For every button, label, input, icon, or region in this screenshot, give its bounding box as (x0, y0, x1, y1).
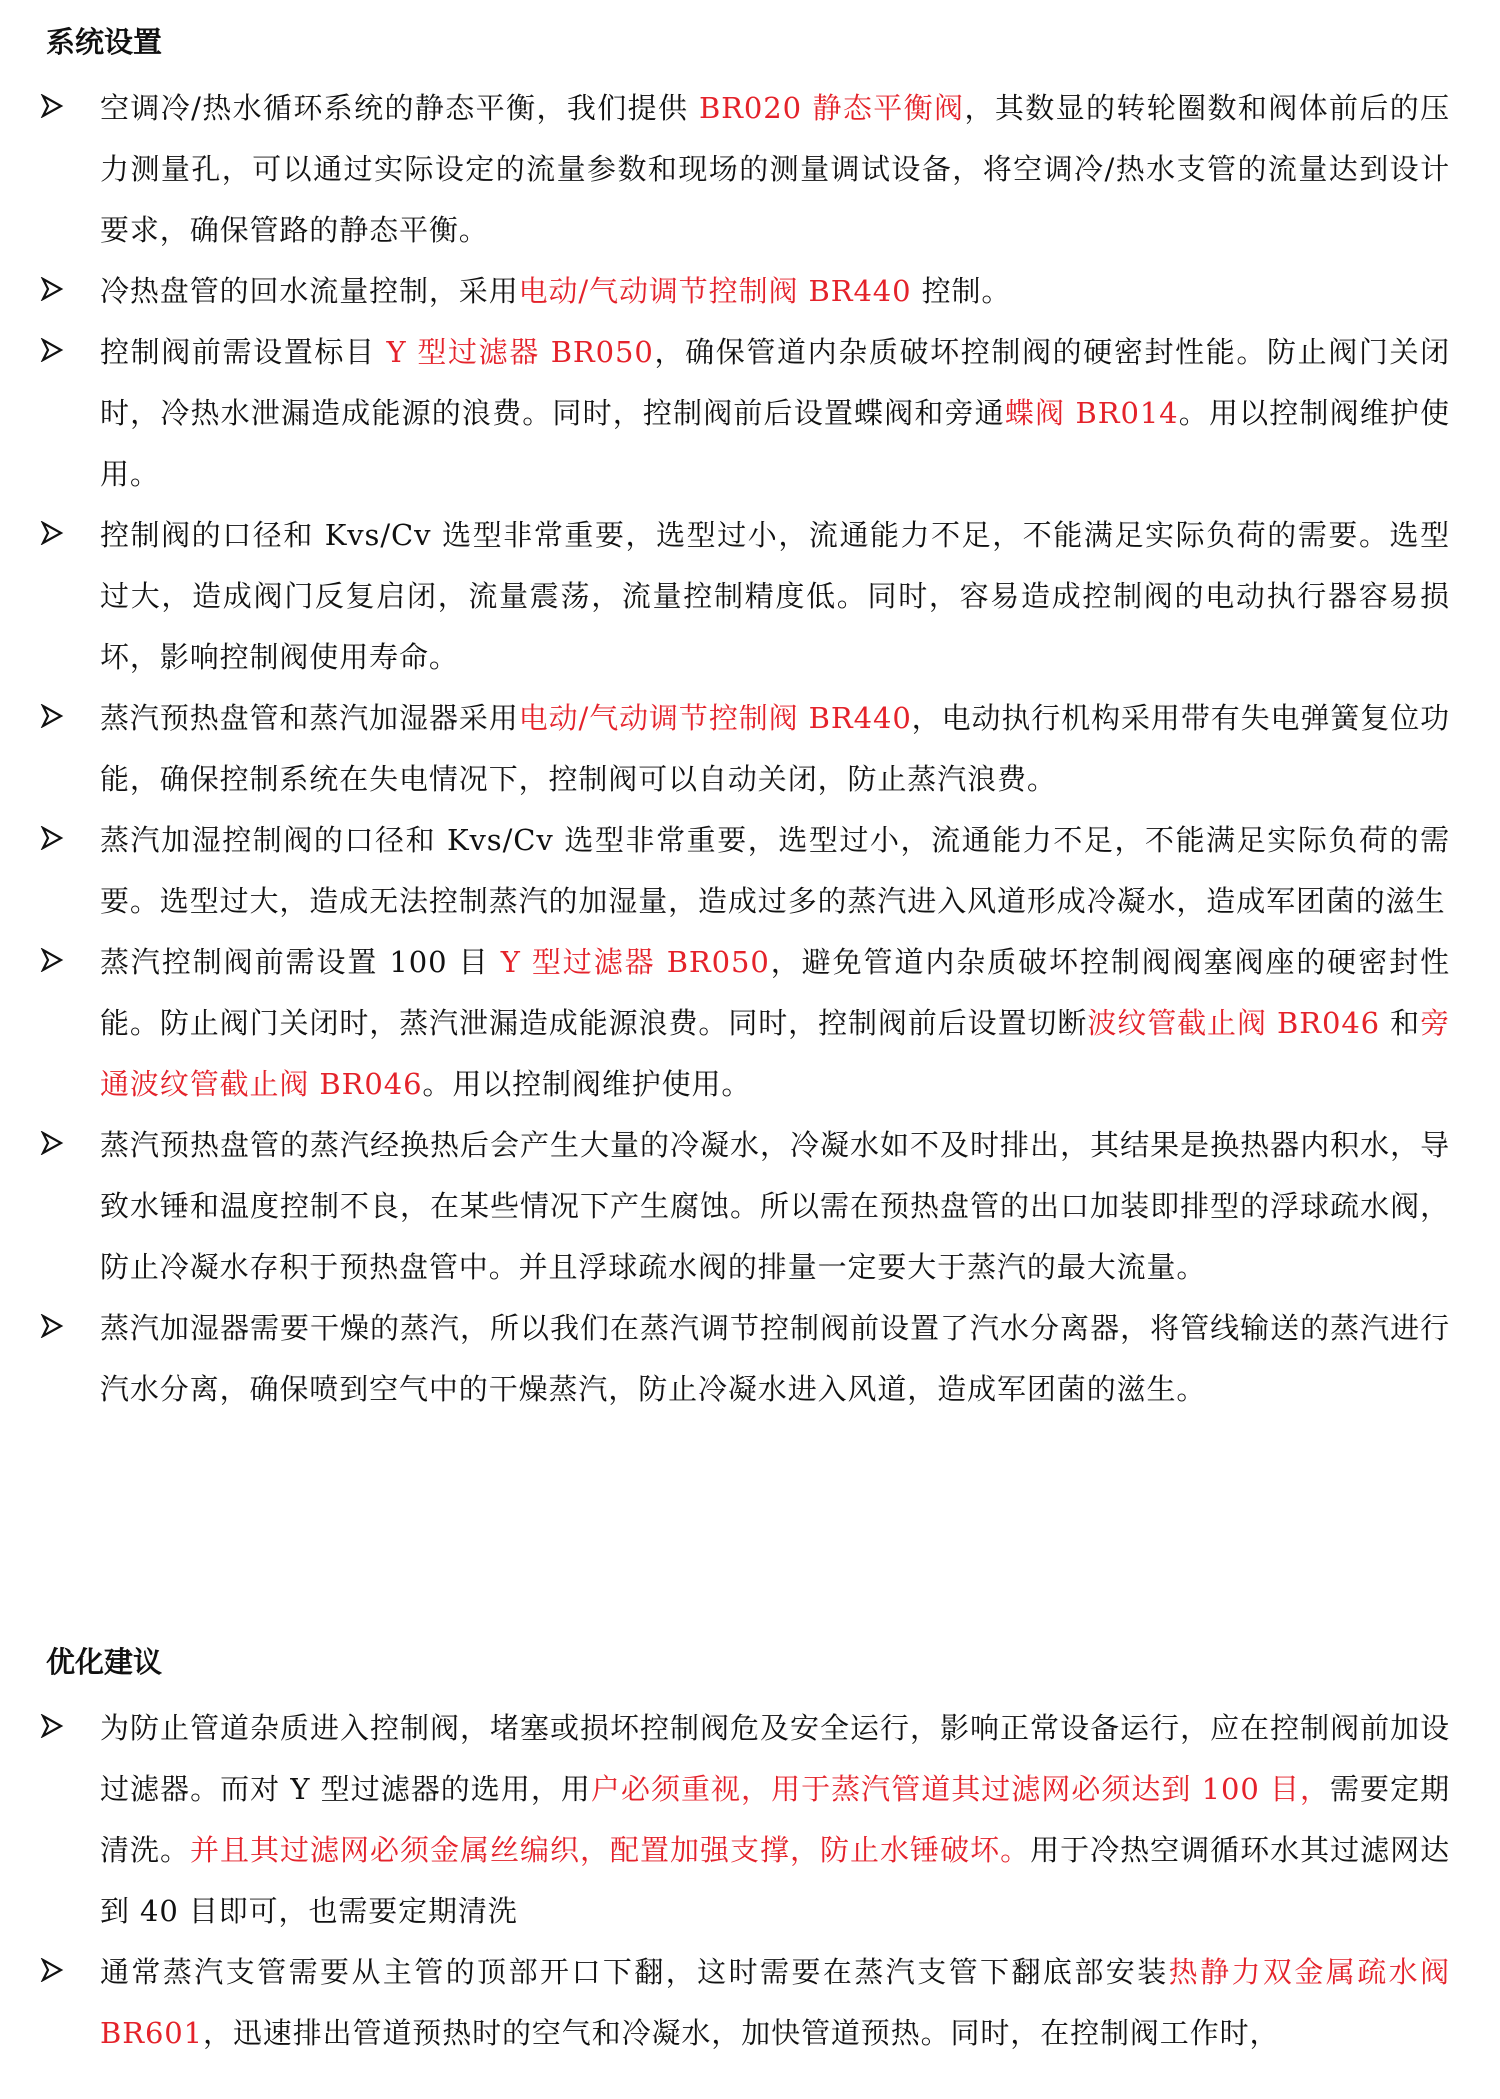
body-text: 通常蒸汽支管需要从主管的顶部开口下翻，这时需要在蒸汽支管下翻底部安装 (100, 1955, 1169, 1989)
list-item-text (100, 1942, 1450, 2064)
body-text: ，电动执行机构采用带有失电弹簧复位功能，确保控制系统在失电情况下，控制阀可以自动关闭，防止蒸汽浪费。 (100, 701, 1450, 796)
arrow-bullet-icon (40, 277, 64, 301)
list-item-text (100, 78, 1450, 261)
list-item-text (100, 1115, 1450, 1298)
list-item (0, 505, 1500, 688)
arrow-bullet-icon (40, 1958, 64, 1982)
arrow-bullet-icon (40, 826, 64, 850)
arrow-bullet-icon (40, 1314, 64, 1338)
highlighted-product-text: 蝶阀 BR014 (1004, 396, 1179, 430)
list-item (0, 78, 1500, 261)
list-item-text (100, 505, 1450, 688)
body-text: 控制。 (911, 274, 1012, 308)
body-text: 需要定期清洗。 (100, 1772, 1450, 1867)
list-item (0, 1115, 1500, 1298)
body-text: 为防止管道杂质进入控制阀，堵塞或损坏控制阀危及安全运行，影响正常设备运行，应在控制阀前加设过滤器。而对 Y 型过滤器的选用，用 (100, 1711, 1450, 1806)
highlighted-product-text: BR020 静态平衡阀 (698, 91, 965, 125)
highlighted-product-text: 波纹管截止阀 BR046 (1087, 1006, 1381, 1040)
list-item (0, 1942, 1500, 2064)
body-text: ，避免管道内杂质破坏控制阀阀塞阀座的硬密封性能。防止阀门关闭时，蒸汽泄漏造成能源浪费。同时，控制阀前后设置切断 (100, 945, 1450, 1040)
list-item (0, 810, 1500, 932)
list-item-text (100, 810, 1450, 932)
list-item-text (100, 1698, 1450, 1942)
highlighted-product-text: Y 型过滤器 BR050 (500, 945, 770, 979)
body-text: 蒸汽预热盘管的蒸汽经换热后会产生大量的冷凝水，冷凝水如不及时排出，其结果是换热器内积水，导致水锤和温度控制不良，在某些情况下产生腐蚀。所以需在预热盘管的出口加装即排型的浮球疏水阀，防止冷凝水存积于预热盘管中。并且浮球疏水阀的排量一定要大于蒸汽的最大流量。 (100, 1128, 1450, 1284)
body-text: ，其数显的转轮圈数和阀体前后的压力测量孔，可以通过实际设定的流量参数和现场的测量调试设备，将空调冷/热水支管的流量达到设计要求，确保管路的静态平衡。 (100, 91, 1451, 247)
highlighted-product-text: Y 型过滤器 BR050 (386, 335, 654, 369)
body-text: 冷热盘管的回水流量控制，采用 (100, 274, 519, 308)
section-optimization-list (0, 1698, 1500, 2064)
list-item (0, 932, 1500, 1115)
list-item-text (100, 932, 1450, 1115)
body-text: 蒸汽预热盘管和蒸汽加湿器采用 (100, 701, 519, 735)
arrow-bullet-icon (40, 948, 64, 972)
list-item-text (100, 688, 1450, 810)
section-heading-optimization: 优化建议 (46, 1645, 163, 1679)
body-text: 。用以控制阀维护使用。 (422, 1067, 752, 1101)
arrow-bullet-icon (40, 521, 64, 545)
arrow-bullet-icon (40, 338, 64, 362)
highlighted-product-text: 热静力双金属疏水阀 BR601 (100, 1955, 1450, 2050)
list-item-text (100, 1298, 1450, 1420)
list-item (0, 1298, 1500, 1420)
body-text: 蒸汽控制阀前需设置 100 目 (100, 945, 501, 979)
body-text: 空调冷/热水循环系统的静态平衡，我们提供 (100, 91, 699, 125)
list-item (0, 1698, 1500, 1942)
body-text: 用于冷热空调循环水其过滤网达到 40 目即可，也需要定期清洗 (100, 1833, 1451, 1928)
list-item-text (100, 322, 1450, 505)
highlighted-product-text: 旁通波纹管截止阀 BR046 (100, 1006, 1450, 1101)
body-text: 蒸汽加湿控制阀的口径和 Kvs/Cv 选型非常重要，选型过小，流通能力不足，不能满足实际负荷的需要。选型过大，造成无法控制蒸汽的加湿量，造成过多的蒸汽进入风道形成冷凝水，造成军团菌的滋生 (100, 823, 1450, 918)
body-text: 和 (1380, 1006, 1421, 1040)
list-item (0, 261, 1500, 322)
arrow-bullet-icon (40, 704, 64, 728)
list-item-text (100, 261, 1450, 322)
body-text: 控制阀前需设置标目 (100, 335, 387, 369)
body-text: 蒸汽加湿器需要干燥的蒸汽，所以我们在蒸汽调节控制阀前设置了汽水分离器，将管线输送的蒸汽进行汽水分离，确保喷到空气中的干燥蒸汽，防止冷凝水进入风道，造成军团菌的滋生。 (100, 1311, 1450, 1406)
arrow-bullet-icon (40, 1131, 64, 1155)
section-heading-system-settings: 系统设置 (46, 25, 163, 59)
highlighted-product-text: 户必须重视，用于蒸汽管道其过滤网必须达到 100 目， (590, 1772, 1331, 1806)
arrow-bullet-icon (40, 94, 64, 118)
body-text: ，确保管道内杂质破坏控制阀的硬密封性能。防止阀门关闭时，冷热水泄漏造成能源的浪费。同时，控制阀前后设置蝶阀和旁通 (100, 335, 1450, 430)
list-item (0, 688, 1500, 810)
highlighted-product-text: 电动/气动调节控制阀 BR440 (518, 701, 912, 735)
body-text: ，迅速排出管道预热时的空气和冷凝水，加快管道预热。同时，在控制阀工作时， (203, 2016, 1280, 2050)
body-text: 。用以控制阀维护使用。 (100, 396, 1450, 491)
list-item (0, 322, 1500, 505)
highlighted-product-text: 电动/气动调节控制阀 BR440 (518, 274, 912, 308)
section-system-settings-list (0, 78, 1500, 1420)
highlighted-product-text: 并且其过滤网必须金属丝编织，配置加强支撑，防止水锤破坏。 (190, 1833, 1031, 1867)
arrow-bullet-icon (40, 1714, 64, 1738)
body-text: 控制阀的口径和 Kvs/Cv 选型非常重要，选型过小，流通能力不足，不能满足实际负荷的需要。选型过大，造成阀门反复启闭，流量震荡，流量控制精度低。同时，容易造成控制阀的电动执行器容易损坏，影响控制阀使用寿命。 (100, 518, 1450, 674)
